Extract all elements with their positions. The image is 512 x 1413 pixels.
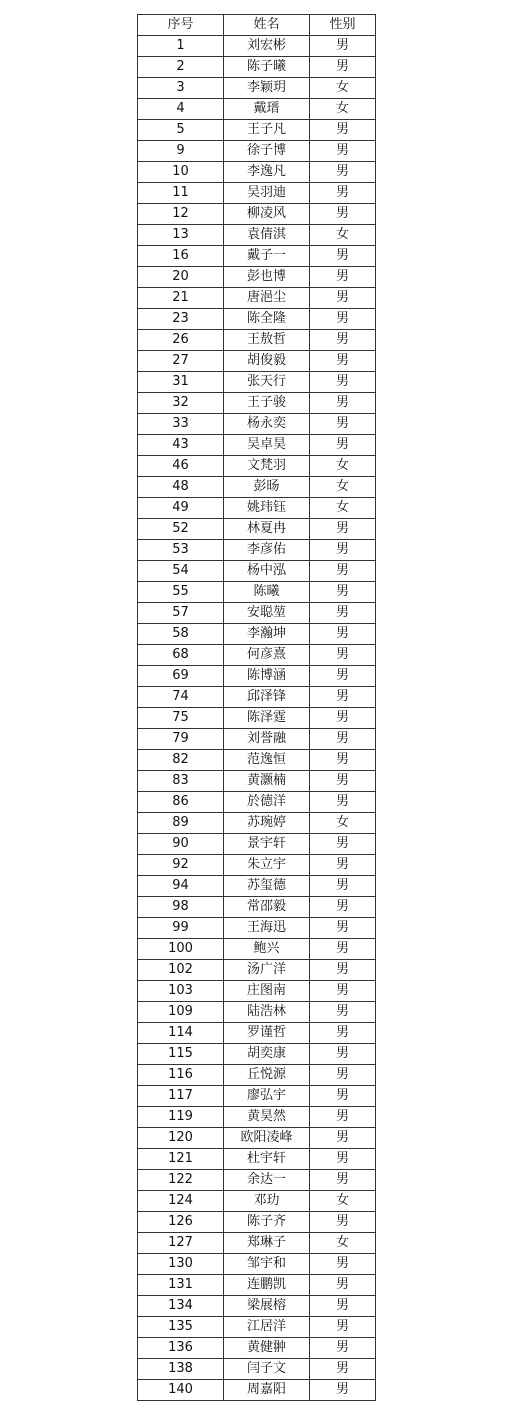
cell-index: 58	[138, 624, 224, 645]
cell-gender: 男	[310, 624, 376, 645]
cell-name: 於德洋	[224, 792, 310, 813]
cell-index: 130	[138, 1254, 224, 1275]
cell-name: 苏玺德	[224, 876, 310, 897]
table-row	[138, 771, 376, 792]
cell-gender: 女	[310, 225, 376, 246]
cell-index: 119	[138, 1107, 224, 1128]
cell-name: 闫子文	[224, 1359, 310, 1380]
cell-index: 12	[138, 204, 224, 225]
cell-gender: 男	[310, 1002, 376, 1023]
cell-gender: 男	[310, 1317, 376, 1338]
cell-gender: 女	[310, 477, 376, 498]
table-row	[138, 1275, 376, 1296]
cell-name: 李瀚坤	[224, 624, 310, 645]
table-row	[138, 1128, 376, 1149]
cell-index: 13	[138, 225, 224, 246]
cell-index: 74	[138, 687, 224, 708]
table-row	[138, 855, 376, 876]
cell-index: 124	[138, 1191, 224, 1212]
table-row	[138, 1023, 376, 1044]
cell-name: 安聪堃	[224, 603, 310, 624]
cell-gender: 男	[310, 708, 376, 729]
cell-gender: 男	[310, 1128, 376, 1149]
table-row	[138, 624, 376, 645]
cell-index: 92	[138, 855, 224, 876]
cell-index: 3	[138, 78, 224, 99]
cell-gender: 男	[310, 1065, 376, 1086]
cell-index: 10	[138, 162, 224, 183]
cell-gender: 男	[310, 519, 376, 540]
table-row	[138, 120, 376, 141]
table-row	[138, 897, 376, 918]
cell-name: 李彦佑	[224, 540, 310, 561]
cell-gender: 男	[310, 582, 376, 603]
cell-gender: 男	[310, 855, 376, 876]
table-body	[138, 36, 376, 1401]
cell-name: 庄图南	[224, 981, 310, 1002]
table-row	[138, 435, 376, 456]
cell-name: 余达一	[224, 1170, 310, 1191]
cell-index: 79	[138, 729, 224, 750]
cell-index: 57	[138, 603, 224, 624]
cell-name: 刘誉融	[224, 729, 310, 750]
cell-name: 彭旸	[224, 477, 310, 498]
cell-index: 94	[138, 876, 224, 897]
cell-gender: 男	[310, 1044, 376, 1065]
cell-gender: 男	[310, 288, 376, 309]
cell-index: 99	[138, 918, 224, 939]
cell-gender: 男	[310, 1149, 376, 1170]
cell-gender: 男	[310, 1212, 376, 1233]
cell-name: 黄昊然	[224, 1107, 310, 1128]
cell-gender: 男	[310, 57, 376, 78]
table-row	[138, 666, 376, 687]
cell-gender: 男	[310, 183, 376, 204]
table-row	[138, 372, 376, 393]
cell-index: 138	[138, 1359, 224, 1380]
cell-name: 王海迅	[224, 918, 310, 939]
table-row	[138, 36, 376, 57]
cell-name: 王敖哲	[224, 330, 310, 351]
table-row	[138, 414, 376, 435]
table-row	[138, 351, 376, 372]
table-row	[138, 1170, 376, 1191]
cell-index: 68	[138, 645, 224, 666]
cell-gender: 男	[310, 435, 376, 456]
cell-gender: 男	[310, 771, 376, 792]
table-row	[138, 540, 376, 561]
cell-name: 杨永奕	[224, 414, 310, 435]
cell-index: 16	[138, 246, 224, 267]
cell-name: 林夏冉	[224, 519, 310, 540]
cell-gender: 男	[310, 1296, 376, 1317]
cell-index: 86	[138, 792, 224, 813]
cell-index: 49	[138, 498, 224, 519]
cell-index: 5	[138, 120, 224, 141]
cell-gender: 男	[310, 540, 376, 561]
cell-index: 32	[138, 393, 224, 414]
cell-index: 46	[138, 456, 224, 477]
header-gender: 性别	[310, 15, 376, 36]
table-row	[138, 918, 376, 939]
table-header	[138, 15, 376, 36]
cell-name: 黄灏楠	[224, 771, 310, 792]
cell-gender: 男	[310, 939, 376, 960]
cell-index: 98	[138, 897, 224, 918]
cell-gender: 男	[310, 1338, 376, 1359]
cell-name: 胡俊毅	[224, 351, 310, 372]
cell-gender: 女	[310, 99, 376, 120]
table-row	[138, 330, 376, 351]
cell-name: 刘宏彬	[224, 36, 310, 57]
cell-name: 邱泽锋	[224, 687, 310, 708]
table-row	[138, 1212, 376, 1233]
table-row	[138, 1086, 376, 1107]
cell-name: 连鹏凯	[224, 1275, 310, 1296]
cell-name: 姚玮钰	[224, 498, 310, 519]
cell-gender: 男	[310, 981, 376, 1002]
table-row	[138, 687, 376, 708]
cell-name: 陈子齐	[224, 1212, 310, 1233]
cell-index: 131	[138, 1275, 224, 1296]
cell-index: 20	[138, 267, 224, 288]
cell-gender: 男	[310, 1023, 376, 1044]
table-row	[138, 981, 376, 1002]
cell-index: 135	[138, 1317, 224, 1338]
cell-index: 31	[138, 372, 224, 393]
table-row	[138, 561, 376, 582]
cell-gender: 男	[310, 603, 376, 624]
cell-gender: 男	[310, 246, 376, 267]
cell-gender: 男	[310, 561, 376, 582]
cell-name: 唐浥尘	[224, 288, 310, 309]
table-row	[138, 1149, 376, 1170]
cell-name: 周嘉阳	[224, 1380, 310, 1401]
cell-name: 廖弘宇	[224, 1086, 310, 1107]
cell-name: 苏琬婷	[224, 813, 310, 834]
table-row	[138, 876, 376, 897]
cell-index: 134	[138, 1296, 224, 1317]
table-row	[138, 1338, 376, 1359]
table-row	[138, 78, 376, 99]
cell-index: 23	[138, 309, 224, 330]
cell-gender: 男	[310, 729, 376, 750]
cell-index: 54	[138, 561, 224, 582]
cell-gender: 男	[310, 645, 376, 666]
table-row	[138, 582, 376, 603]
table-row	[138, 1107, 376, 1128]
table-row	[138, 960, 376, 981]
cell-name: 文梵羽	[224, 456, 310, 477]
cell-name: 罗谨哲	[224, 1023, 310, 1044]
table-row	[138, 1191, 376, 1212]
cell-index: 11	[138, 183, 224, 204]
cell-gender: 男	[310, 351, 376, 372]
cell-name: 陈全隆	[224, 309, 310, 330]
cell-index: 121	[138, 1149, 224, 1170]
cell-gender: 男	[310, 141, 376, 162]
cell-index: 33	[138, 414, 224, 435]
cell-name: 戴子一	[224, 246, 310, 267]
cell-index: 83	[138, 771, 224, 792]
cell-name: 王子凡	[224, 120, 310, 141]
cell-gender: 男	[310, 1086, 376, 1107]
table-row	[138, 204, 376, 225]
cell-name: 常邵毅	[224, 897, 310, 918]
cell-index: 117	[138, 1086, 224, 1107]
cell-gender: 女	[310, 1233, 376, 1254]
cell-gender: 男	[310, 876, 376, 897]
cell-index: 114	[138, 1023, 224, 1044]
table-row	[138, 477, 376, 498]
cell-gender: 女	[310, 456, 376, 477]
cell-index: 82	[138, 750, 224, 771]
cell-name: 柳凌风	[224, 204, 310, 225]
cell-index: 21	[138, 288, 224, 309]
cell-name: 汤广洋	[224, 960, 310, 981]
cell-name: 黄健翀	[224, 1338, 310, 1359]
header-row	[138, 15, 376, 36]
cell-gender: 男	[310, 897, 376, 918]
cell-index: 75	[138, 708, 224, 729]
cell-index: 43	[138, 435, 224, 456]
table-row	[138, 1380, 376, 1401]
table-row	[138, 708, 376, 729]
cell-name: 杨中泓	[224, 561, 310, 582]
cell-gender: 男	[310, 918, 376, 939]
cell-name: 鲍兴	[224, 939, 310, 960]
cell-name: 江居洋	[224, 1317, 310, 1338]
cell-gender: 男	[310, 120, 376, 141]
cell-gender: 男	[310, 204, 376, 225]
cell-name: 范逸恒	[224, 750, 310, 771]
table-row	[138, 519, 376, 540]
cell-index: 27	[138, 351, 224, 372]
cell-index: 26	[138, 330, 224, 351]
cell-name: 李逸凡	[224, 162, 310, 183]
cell-index: 89	[138, 813, 224, 834]
table-row	[138, 267, 376, 288]
cell-index: 140	[138, 1380, 224, 1401]
cell-index: 136	[138, 1338, 224, 1359]
cell-gender: 女	[310, 498, 376, 519]
cell-index: 52	[138, 519, 224, 540]
cell-gender: 男	[310, 1380, 376, 1401]
cell-gender: 女	[310, 78, 376, 99]
cell-index: 102	[138, 960, 224, 981]
table-row	[138, 1317, 376, 1338]
cell-gender: 男	[310, 309, 376, 330]
cell-gender: 男	[310, 834, 376, 855]
cell-gender: 男	[310, 1254, 376, 1275]
table-row	[138, 939, 376, 960]
table-row	[138, 288, 376, 309]
cell-gender: 男	[310, 750, 376, 771]
table-row	[138, 750, 376, 771]
table-row	[138, 162, 376, 183]
cell-index: 122	[138, 1170, 224, 1191]
table-row	[138, 309, 376, 330]
cell-name: 景宇轩	[224, 834, 310, 855]
cell-gender: 男	[310, 372, 376, 393]
cell-index: 127	[138, 1233, 224, 1254]
cell-index: 9	[138, 141, 224, 162]
cell-name: 何彦熹	[224, 645, 310, 666]
cell-index: 109	[138, 1002, 224, 1023]
table-row	[138, 246, 376, 267]
cell-name: 吴卓昊	[224, 435, 310, 456]
table-row	[138, 603, 376, 624]
cell-name: 陈子曦	[224, 57, 310, 78]
table-row	[138, 645, 376, 666]
cell-name: 丘悦源	[224, 1065, 310, 1086]
cell-name: 彭也博	[224, 267, 310, 288]
cell-index: 100	[138, 939, 224, 960]
cell-name: 郑琳子	[224, 1233, 310, 1254]
cell-gender: 男	[310, 36, 376, 57]
cell-name: 邓玏	[224, 1191, 310, 1212]
cell-gender: 男	[310, 1170, 376, 1191]
cell-name: 陈曦	[224, 582, 310, 603]
cell-index: 115	[138, 1044, 224, 1065]
student-roster-table	[137, 14, 376, 1401]
cell-index: 1	[138, 36, 224, 57]
table-row	[138, 99, 376, 120]
table-row	[138, 393, 376, 414]
cell-name: 李颖玥	[224, 78, 310, 99]
table-row	[138, 141, 376, 162]
cell-index: 55	[138, 582, 224, 603]
table-row	[138, 498, 376, 519]
cell-gender: 男	[310, 330, 376, 351]
cell-gender: 男	[310, 267, 376, 288]
cell-name: 欧阳凌峰	[224, 1128, 310, 1149]
cell-index: 53	[138, 540, 224, 561]
cell-index: 116	[138, 1065, 224, 1086]
cell-name: 邹宇和	[224, 1254, 310, 1275]
cell-index: 90	[138, 834, 224, 855]
cell-gender: 男	[310, 1359, 376, 1380]
header-name: 姓名	[224, 15, 310, 36]
table-row	[138, 1233, 376, 1254]
cell-name: 吴羽迪	[224, 183, 310, 204]
table-row	[138, 1002, 376, 1023]
table-row	[138, 792, 376, 813]
cell-gender: 男	[310, 960, 376, 981]
cell-index: 126	[138, 1212, 224, 1233]
table-row	[138, 57, 376, 78]
table-row	[138, 834, 376, 855]
table-row	[138, 1296, 376, 1317]
cell-name: 胡奕康	[224, 1044, 310, 1065]
table-row	[138, 1065, 376, 1086]
table-row	[138, 183, 376, 204]
table-row	[138, 456, 376, 477]
cell-index: 69	[138, 666, 224, 687]
cell-gender: 男	[310, 393, 376, 414]
cell-name: 陈泽霆	[224, 708, 310, 729]
cell-gender: 男	[310, 162, 376, 183]
cell-name: 徐子博	[224, 141, 310, 162]
cell-name: 杜宇轩	[224, 1149, 310, 1170]
header-index: 序号	[138, 15, 224, 36]
table-row	[138, 225, 376, 246]
table-row	[138, 813, 376, 834]
cell-gender: 男	[310, 687, 376, 708]
cell-name: 陆浩林	[224, 1002, 310, 1023]
cell-index: 2	[138, 57, 224, 78]
cell-name: 袁倩淇	[224, 225, 310, 246]
cell-index: 48	[138, 477, 224, 498]
cell-gender: 男	[310, 1107, 376, 1128]
cell-gender: 男	[310, 666, 376, 687]
cell-name: 戴瑨	[224, 99, 310, 120]
cell-name: 张天行	[224, 372, 310, 393]
cell-name: 陈博涵	[224, 666, 310, 687]
table-row	[138, 1044, 376, 1065]
cell-gender: 男	[310, 414, 376, 435]
table-row	[138, 729, 376, 750]
cell-index: 120	[138, 1128, 224, 1149]
cell-name: 梁展榕	[224, 1296, 310, 1317]
cell-name: 朱立宇	[224, 855, 310, 876]
cell-index: 4	[138, 99, 224, 120]
table-row	[138, 1359, 376, 1380]
cell-gender: 女	[310, 813, 376, 834]
cell-index: 103	[138, 981, 224, 1002]
cell-gender: 男	[310, 792, 376, 813]
cell-name: 王子骏	[224, 393, 310, 414]
table-row	[138, 1254, 376, 1275]
cell-gender: 女	[310, 1191, 376, 1212]
cell-gender: 男	[310, 1275, 376, 1296]
